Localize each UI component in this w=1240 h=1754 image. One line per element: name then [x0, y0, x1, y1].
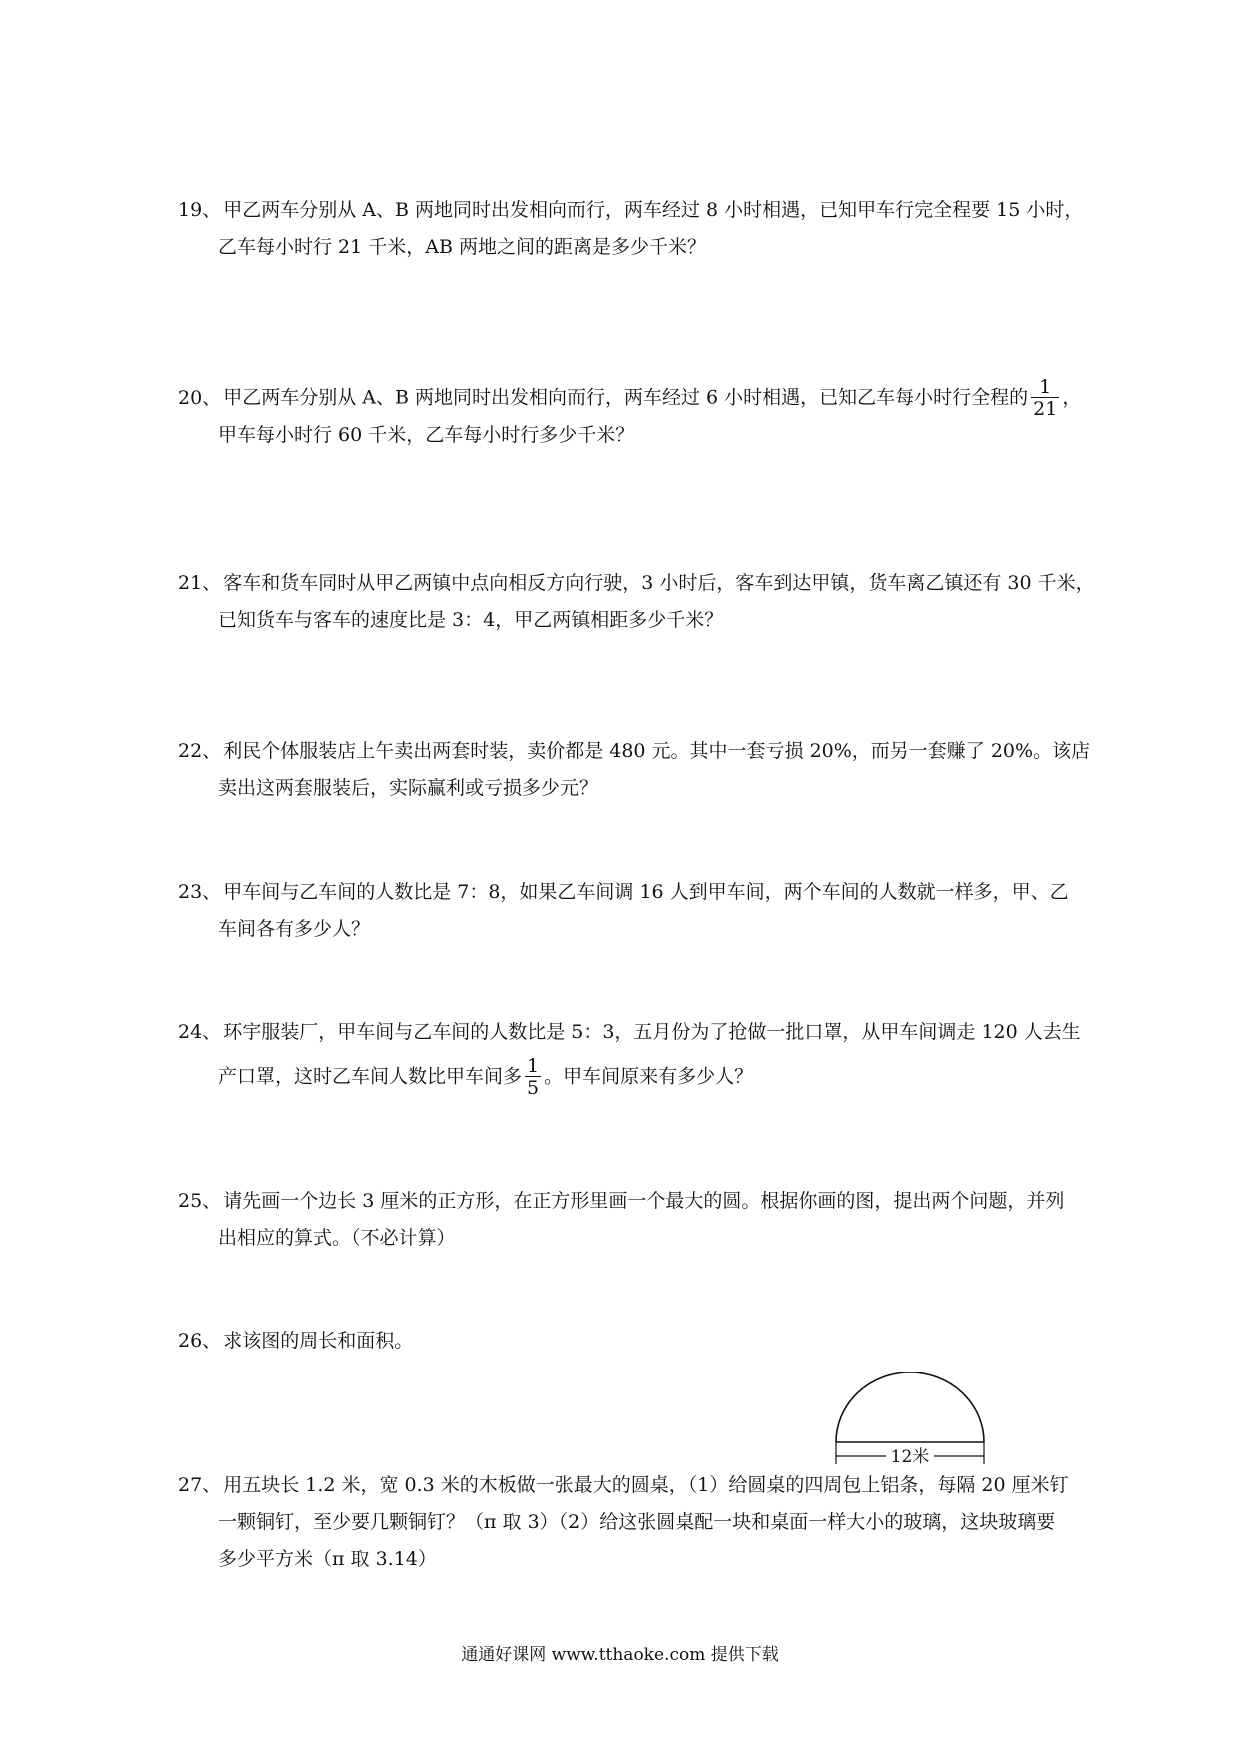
fraction-1-5	[525, 1057, 541, 1098]
question-27-number: 27、	[178, 1474, 222, 1496]
question-19-number: 19、	[178, 199, 222, 221]
question-25-text: 请先画一个边长 3 厘米的正方形，在正方形里画一个最大的圆。根据你画的图，提出两个问题，并列	[223, 1190, 1065, 1212]
question-20-number: 20、	[178, 386, 222, 409]
question-26-number: 26、	[178, 1330, 222, 1352]
question-24-text-2b: 。甲车间原来有多少人？	[544, 1065, 754, 1088]
question-25-line1	[178, 1183, 1188, 1220]
question-19-line1	[178, 192, 1188, 229]
question-21-number: 21、	[178, 572, 222, 594]
question-23-line1	[178, 874, 1188, 911]
semicircle-figure	[830, 1372, 990, 1472]
question-21-line1	[178, 565, 1188, 602]
question-22	[178, 733, 1188, 807]
question-24-number: 24、	[178, 1021, 222, 1043]
question-27	[178, 1467, 1188, 1578]
question-20-line2: 甲车每小时行 60 千米，乙车每小时行多少千米？	[218, 424, 635, 446]
question-22-text: 利民个体服装店上午卖出两套时装，卖价都是 480 元。其中一套亏损 20%，而另一套赚了 20%。该店	[223, 740, 1091, 762]
question-27-line2: 一颗铜钉，至少要几颗铜钉？（π 取 3）（2）给这张圆桌配一块和桌面一样大小的玻璃，这块玻璃要	[218, 1511, 1056, 1533]
question-24-line1	[178, 1014, 1188, 1051]
question-20-text: 甲乙两车分别从 A、B 两地同时出发相向而行，两车经过 6 小时相遇，已知乙车每小时行全程的	[223, 386, 1029, 409]
question-19-text: 甲乙两车分别从 A、B 两地同时出发相向而行，两车经过 8 小时相遇，已知甲车行完全程要 15 小时，	[223, 199, 1084, 221]
question-21	[178, 565, 1188, 639]
fraction-1-21	[1031, 378, 1059, 419]
page-footer: 通通好课网 www.tthaoke.com 提供下载	[461, 1645, 779, 1665]
question-26-text: 求该图的周长和面积。	[223, 1330, 414, 1352]
fraction-numerator: 1	[1039, 376, 1052, 398]
question-23	[178, 874, 1188, 948]
question-25	[178, 1183, 1188, 1257]
semicircle-arc	[836, 1372, 984, 1442]
question-24-line2	[198, 1057, 1188, 1098]
question-20	[178, 378, 1188, 454]
question-22-line1	[178, 733, 1188, 770]
question-24	[178, 1014, 1188, 1098]
question-20-line1	[178, 378, 1188, 419]
question-25-line2: 出相应的算式。（不必计算）	[218, 1227, 456, 1249]
question-27-text: 用五块长 1.2 米，宽 0.3 米的木板做一张最大的圆桌，（1）给圆桌的四周包上铝条，每隔 20 厘米钉	[223, 1474, 1069, 1496]
question-22-line2: 卖出这两套服装后，实际赢利或亏损多少元？	[218, 777, 599, 799]
question-22-number: 22、	[178, 740, 222, 762]
question-23-number: 23、	[178, 881, 222, 903]
question-26	[178, 1323, 1188, 1360]
question-19	[178, 192, 1188, 266]
fraction-denominator: 5	[527, 1077, 540, 1099]
question-24-text-2a: 产口罩，这时乙车间人数比甲车间多	[218, 1065, 523, 1088]
question-21-text: 客车和货车同时从甲乙两镇中点向相反方向行驶，3 小时后，客车到达甲镇，货车离乙镇还有 30 千米，	[223, 572, 1095, 594]
question-19-line2: 乙车每小时行 21 千米，AB 两地之间的距离是多少千米？	[218, 236, 706, 258]
fraction-denominator: 21	[1033, 398, 1058, 420]
question-25-number: 25、	[178, 1190, 222, 1212]
question-24-text: 环宇服装厂，甲车间与乙车间的人数比是 5：3，五月份为了抢做一批口罩，从甲车间调走 120 人去生	[223, 1021, 1081, 1043]
question-26-line1	[178, 1323, 1188, 1360]
question-21-line2: 已知货车与客车的速度比是 3：4，甲乙两镇相距多少千米？	[218, 609, 724, 631]
question-27-line3: 多少平方米（π 取 3.14）	[218, 1548, 437, 1570]
fraction-numerator: 1	[527, 1055, 540, 1077]
question-27-line1	[178, 1467, 1188, 1504]
question-23-text: 甲车间与乙车间的人数比是 7：8，如果乙车间调 16 人到甲车间，两个车间的人数就一样多，甲、乙	[223, 881, 1069, 903]
question-20-text-end: ，	[1062, 386, 1082, 409]
question-23-line2: 车间各有多少人？	[218, 918, 371, 940]
dimension-label: 12米	[890, 1447, 930, 1467]
